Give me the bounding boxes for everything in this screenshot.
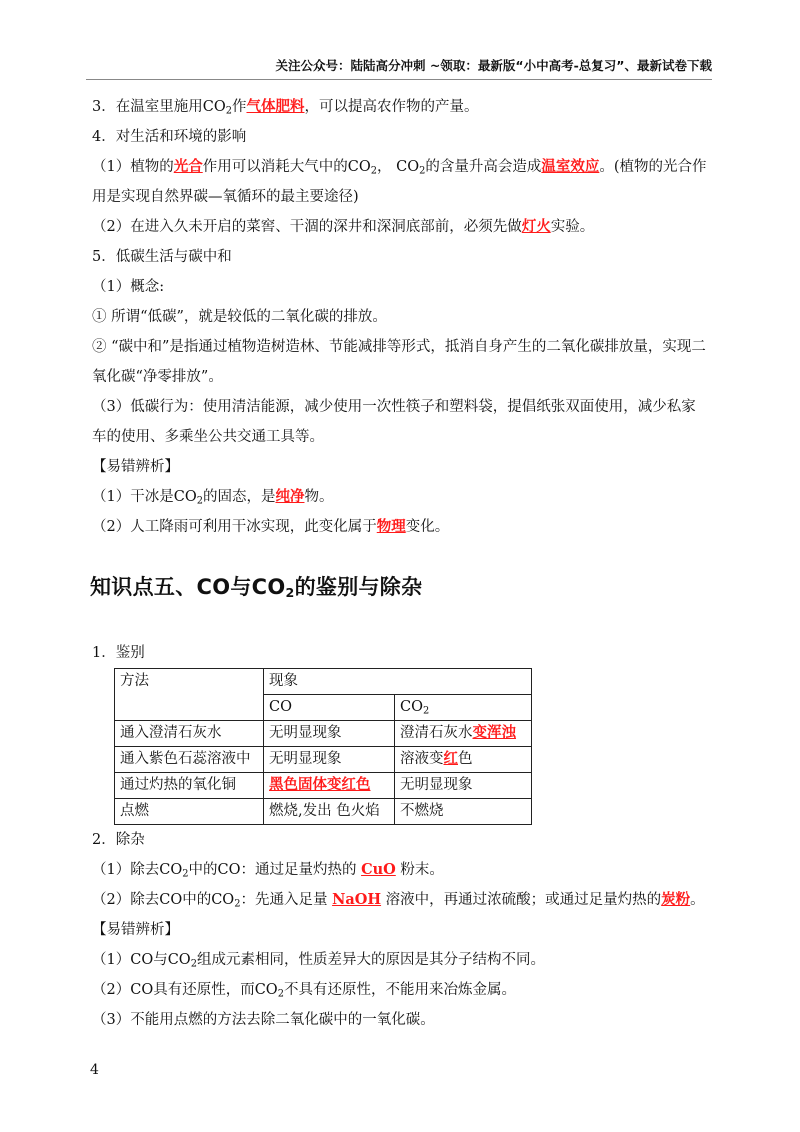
mistake-2-2: （2）CO具有还原性，而$CO_2$不具有还原性，不能用来冶炼金属。 bbox=[92, 982, 516, 1000]
table-row: 通入澄清石灰水 无明显现象 澄清石灰水变浑浊 bbox=[115, 721, 532, 747]
item-4-1: （1）植物的光合作用可以消耗大气中的$CO_2$， $CO_2$的含量升高会造成温室效应。(植物的光合作用是实现自然界碳—氧循环的最主要途径) bbox=[92, 158, 707, 205]
keyword: 温室效应 bbox=[541, 158, 600, 175]
mistake-1-2: （2）人工降雨可利用干冰实现，此变化属于物理变化。 bbox=[92, 518, 450, 535]
keyword: 黑色固体变红色 bbox=[269, 776, 371, 793]
header-divider bbox=[86, 79, 712, 80]
item-5-3: （3）低碳行为：使用清洁能源，减少使用一次性筷子和塑料袋，提倡纸张双面使用，减少私家车的使用、多乘坐公共交通工具等。 bbox=[92, 399, 696, 445]
remove-2: （2）除去CO中的$CO_2$：先通入足量 NaOH 溶液中，再通过浓硫酸；或通过足量灼热的炭粉。 bbox=[92, 891, 705, 910]
mistake-2-3: （3）不能用点燃的方法去除二氧化碳中的一氧化碳。 bbox=[92, 1012, 435, 1028]
item-4-2: （2）在进入久未开启的菜窖、干涸的深井和深洞底部前，必须先做灯火实验。 bbox=[92, 218, 595, 235]
mistakes-title-1: 【易错辨析】 bbox=[92, 459, 179, 475]
keyword: NaOH bbox=[332, 891, 382, 908]
item-4-heading: 4．对生活和环境的影响 bbox=[92, 129, 247, 145]
header-method: 方法 bbox=[115, 669, 264, 721]
header-co2: $CO_2$ bbox=[395, 695, 532, 721]
section-title: 知识点五、CO与$CO_2$的鉴别与除杂 bbox=[90, 575, 423, 601]
table-row: 通过灼热的氧化铜 黑色固体变红色 无明显现象 bbox=[115, 773, 532, 799]
remove-title: 2．除杂 bbox=[92, 832, 145, 848]
keyword: 炭粉 bbox=[661, 891, 691, 908]
keyword: CuO bbox=[361, 861, 396, 878]
keyword: 气体肥料 bbox=[246, 98, 305, 115]
keyword: 纯净 bbox=[275, 488, 305, 505]
document-body bbox=[92, 92, 708, 1035]
page-number: 4 bbox=[90, 1062, 99, 1078]
item-3: 3．在温室里施用$CO_2$作气体肥料，可以提高农作物的产量。 bbox=[92, 98, 479, 117]
page-header: 关注公众号：陆陆高分冲刺 ~领取：最新版“小中高考-总复习”、最新试卷下载 bbox=[275, 58, 712, 73]
keyword: 变浑浊 bbox=[472, 724, 516, 741]
concept-2: ② “碳中和”是指通过植物造树造林、节能减排等形式，抵消自身产生的二氧化碳排放量，实现二氧化碳“净零排放”。 bbox=[92, 339, 706, 385]
keyword: 物理 bbox=[376, 518, 406, 535]
table-row: 通入紫色石蕊溶液中 无明显现象 溶液变红色 bbox=[115, 747, 532, 773]
identify-table bbox=[114, 668, 532, 825]
identify-title: 1．鉴别 bbox=[92, 645, 145, 661]
concept-1: ① 所谓“低碳”，就是较低的二氧化碳的排放。 bbox=[92, 309, 387, 325]
mistake-2-1: （1）CO与$CO_2$组成元素相同，性质差异大的原因是其分子结构不同。 bbox=[92, 952, 545, 970]
header-phenomenon: 现象 bbox=[264, 669, 532, 695]
item-5-heading: 5．低碳生活与碳中和 bbox=[92, 249, 232, 265]
header-co: CO bbox=[264, 695, 395, 721]
keyword: 光合 bbox=[173, 158, 203, 175]
table-row: 点燃 燃烧,发出 色火焰 不燃烧 bbox=[115, 799, 532, 825]
keyword: 灯火 bbox=[521, 218, 551, 235]
keyword: 红 bbox=[443, 750, 458, 767]
remove-1: （1）除去$CO_2$中的CO：通过足量灼热的 CuO 粉末。 bbox=[92, 861, 444, 880]
item-5-1: （1）概念: bbox=[92, 279, 165, 295]
mistakes-title-2: 【易错辨析】 bbox=[92, 922, 179, 938]
mistake-1-1: （1）干冰是$CO_2$的固态，是纯净物。 bbox=[92, 488, 334, 507]
